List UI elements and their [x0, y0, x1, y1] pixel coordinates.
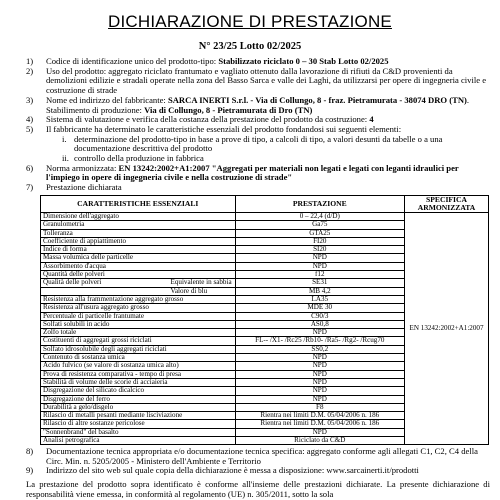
performance-cell: NPD	[235, 329, 405, 337]
performance-cell: GTA25	[235, 229, 405, 237]
list-item: 2) Uso del prodotto: aggregato riciclato frantumato e vagliato ottenuto dalla lavorazione di rifiuti da C&D provenienti da demolizioni edilizie e stradali operate nella zona del Basso Sarca e valle dei Laghi, da utilizzarsi per opere di ingegneria civile e costruzione di strade	[26, 65, 487, 96]
header-characteristics: CARATTERISTICHE ESSENZIALI	[41, 196, 236, 213]
characteristic-cell: Qualità delle polveri Equivalente in sabbia	[41, 279, 236, 287]
characteristic-cell: Solfati solubili in acido	[41, 320, 236, 328]
list-item: 7) Prestazione dichiarata	[26, 182, 122, 193]
list-item: 1) Codice di identificazione unico del prodotto-tipo: Stabilizzato riciclato 0 – 30 Stab Lotto 02/2025	[26, 56, 389, 66]
performance-cell: NPD	[235, 378, 405, 386]
characteristic-cell: Analisi petrografica	[41, 437, 236, 445]
performance-cell: MB 4,2	[235, 287, 405, 295]
performance-cell: AS0,8	[235, 320, 405, 328]
characteristic-cell: Acido fulvico (se valore di sostanza umica alto)	[41, 362, 236, 370]
list-item: 9) Indirizzo del sito web sul quale copia della dichiarazione è messa a disposizione: www.sarcainerti.it/prodotti	[26, 465, 419, 476]
characteristic-cell: Prova di resistenza comparativa - tempo di presa	[41, 370, 236, 378]
characteristic-cell: Disgregazione del ferro	[41, 395, 236, 403]
sub-item: i. determinazione del prodotto-tipo in base a prove di tipo, a calcoli di tipo, a valori desunti da tabelle o a una documentazione descrittiva del prodotto	[62, 133, 443, 154]
performance-cell: NPD	[235, 354, 405, 362]
performance-cell: NPD	[235, 370, 405, 378]
performance-cell: FL-- /X1- /Rc25 /Rb10- /Ra5- /Rg2- /Rcug70	[235, 337, 405, 345]
characteristic-cell: Rilascio di altre sostanze pericolose	[41, 420, 236, 428]
table-body	[41, 213, 489, 445]
performance-cell: Ga75	[235, 221, 405, 229]
performance-cell: NPD	[235, 428, 405, 436]
characteristic-cell: Granulometria	[41, 221, 236, 229]
characteristic-cell: Zolfo totale	[41, 329, 236, 337]
footer-items	[26, 447, 490, 476]
performance-cell: f12	[235, 271, 405, 279]
table-row	[41, 213, 489, 221]
characteristic-cell: Resistenza alla frammentazione aggregato grosso	[41, 295, 236, 303]
performance-cell: FI20	[235, 237, 405, 245]
characteristic-cell: Percentuale di particelle frantumate	[41, 312, 236, 320]
document-subtitle: N° 23/25 Lotto 02/2025	[198, 41, 302, 52]
characteristic-cell: Rilascio di metalli pesanti mediante lisciviazione	[41, 412, 236, 420]
list-item: 4) Sistema di valutazione e verifica della costanza della prestazione del prodotto da costruzione: 4	[26, 114, 374, 125]
performance-cell: SI20	[235, 246, 405, 254]
performance-cell: C90/3	[235, 312, 405, 320]
characteristic-cell: Dimensione dell'aggregato	[41, 213, 236, 221]
performance-cell: Rientra nei limiti D.M. 05/04/2006 n. 186	[235, 420, 405, 428]
characteristic-cell: Costituenti di aggregati grossi riciclati	[41, 337, 236, 345]
closing-paragraph: La prestazione del prodotto sopra identificato è conforme all'insieme delle prestazioni dichiarate. La presente dichiarazione di responsabilità viene emessa, in conformità al regolamento (UE) n. 305/2011, sotto la sola	[26, 479, 490, 499]
characteristic-cell: Durabilità a gelo/disgelo	[41, 403, 236, 411]
characteristic-cell: Quantità delle polveri	[41, 271, 236, 279]
characteristic-cell: Disgregazione del silicato dicalcico	[41, 387, 236, 395]
performance-cell: NPD	[235, 254, 405, 262]
characteristic-cell: Solfato idrosolubile degli aggregati riciclati	[41, 345, 236, 353]
document-title: DICHIARAZIONE DI PRESTAZIONE	[108, 12, 392, 31]
characteristic-cell: Valore di blu	[41, 287, 236, 295]
specification-cell: EN 13242:2002+A1:2007	[405, 213, 489, 445]
characteristic-cell: Tolleranza	[41, 229, 236, 237]
list-item: 5) Il fabbricante ha determinato le caratteristiche essenziali del prodotto fondandosi sui seguenti elementi:	[26, 123, 402, 134]
list-item: 3) Nome ed indirizzo del fabbricante: SARCA INERTI S.r.l. - Via di Collungo, 8 - fraz. Pietramurata - 38074 DRO (TN). Stabilimento di produzione: Via di Collungo, 8 - Pietramurata di Dro (TN)	[26, 94, 470, 115]
performance-cell: NPD	[235, 362, 405, 370]
performance-table	[40, 195, 489, 445]
header-performance: PRESTAZIONE	[235, 196, 405, 213]
list-item: 8) Documentazione tecnica appropriata e/o documentazione tecnica specifica: aggregato conforme agli allegati C1, C2, C4 della Circ. Min. n. 5205/2005 - Ministero dell'Ambiente e Territorio	[26, 446, 478, 466]
characteristic-cell: Coefficiente di appiattimento	[41, 237, 236, 245]
performance-cell: Riciclato da C&D	[235, 437, 405, 445]
characteristic-cell: Indice di forma	[41, 246, 236, 254]
performance-cell: NPD	[235, 395, 405, 403]
header-specification: SPECIFICA ARMONIZZATA	[405, 196, 489, 213]
characteristic-cell: Massa volumica delle particelle	[41, 254, 236, 262]
list-item: 6) Norma armonizzata: EN 13242:2002+A1:2007 "Aggregati per materiali non legati e legati con leganti idraulici per l'impiego in opere di ingegneria civile e nella costruzione di strade"	[26, 162, 459, 183]
characteristic-cell: Resistenza all'usura aggregato grosso	[41, 304, 236, 312]
performance-cell: 0 – 22,4 (d/D)	[235, 213, 405, 221]
performance-cell: SE31	[235, 279, 405, 287]
performance-cell: Rientra nei limiti D.M. 05/04/2006 n. 186	[235, 412, 405, 420]
performance-cell: NPD	[235, 387, 405, 395]
performance-cell: SS0,2	[235, 345, 405, 353]
characteristic-cell: Contenuto di sostanza umica	[41, 354, 236, 362]
characteristic-cell: "Sonnenbrand" del basalto	[41, 428, 236, 436]
performance-cell: NPD	[235, 262, 405, 270]
performance-cell: MDE 30	[235, 304, 405, 312]
sub-item: ii. controllo della produzione in fabbrica	[62, 153, 204, 164]
declaration-items	[26, 57, 490, 193]
performance-cell: LA35	[235, 295, 405, 303]
performance-cell: F8	[235, 403, 405, 411]
characteristic-cell: Assorbimento d'acqua	[41, 262, 236, 270]
characteristic-cell: Stabilità di volume delle scorie di acciaieria	[41, 378, 236, 386]
